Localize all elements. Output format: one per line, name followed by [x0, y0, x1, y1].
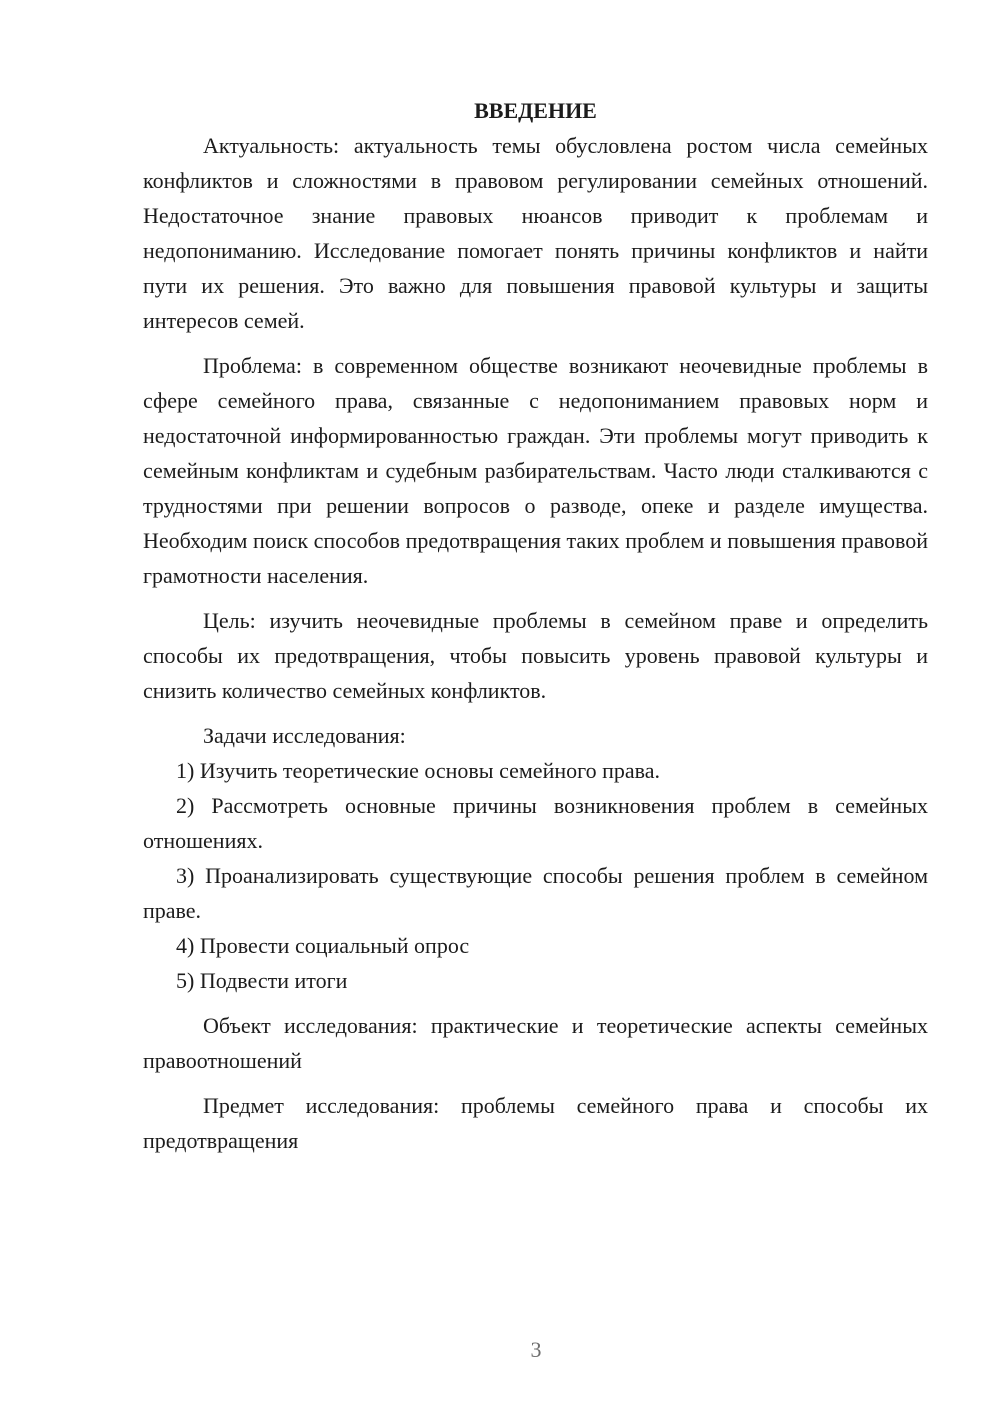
- task-item: 4) Провести социальный опрос: [176, 933, 470, 958]
- relevance-paragraph: Актуальность: актуальность темы обусловлена ростом числа семейных конфликтов и сложностями в правовом регулировании семейных отношений. Недостаточное знание правовых нюансов приводит к проблемам и недопониманию. Исследование помогает понять причины конфликтов и найти пути их решения. Это важно для повышения правовой культуры и защиты интересов семей.: [143, 133, 928, 333]
- task-item: 3) Проанализировать существующие способы решения проблем в семейном праве.: [143, 863, 928, 923]
- page-number: 3: [530, 1337, 542, 1362]
- tasks-heading: Задачи исследования:: [203, 723, 406, 748]
- task-item: 5) Подвести итоги: [176, 968, 348, 993]
- problem-paragraph: Проблема: в современном обществе возникают неочевидные проблемы в сфере семейного права, связанные с недопониманием правовых норм и недостаточной информированностью граждан. Эти проблемы могут приводить к семейным конфликтам и судебным разбирательствам. Часто люди сталкиваются с трудностями при решении вопросов о разводе, опеке и разделе имущества. Необходим поиск способов предотвращения таких проблем и повышения правовой грамотности населения.: [143, 353, 928, 588]
- page-content: [143, 93, 928, 1158]
- task-item: 2) Рассмотреть основные причины возникновения проблем в семейных отношениях.: [143, 793, 928, 853]
- goal-paragraph: Цель: изучить неочевидные проблемы в семейном праве и определить способы их предотвращения, чтобы повысить уровень правовой культуры и снизить количество семейных конфликтов.: [143, 608, 928, 703]
- tasks-list: [143, 753, 928, 998]
- section-title: ВВЕДЕНИЕ: [474, 98, 597, 123]
- subject-paragraph: Предмет исследования: проблемы семейного права и способы их предотвращения: [143, 1093, 928, 1153]
- object-paragraph: Объект исследования: практические и теоретические аспекты семейных правоотношений: [143, 1013, 928, 1073]
- task-item: 1) Изучить теоретические основы семейного права.: [176, 758, 660, 783]
